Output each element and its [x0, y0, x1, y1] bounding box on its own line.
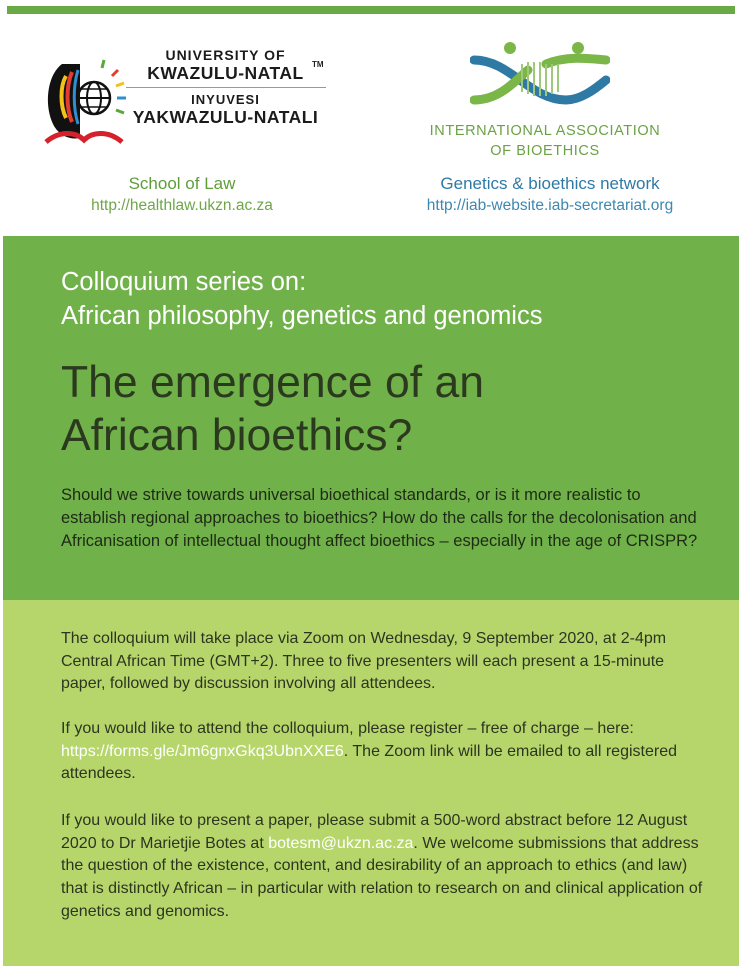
top-accent-bar [7, 6, 735, 14]
iab-name-line1: INTERNATIONAL ASSOCIATION [429, 123, 661, 139]
ukzn-wordmark [118, 48, 333, 127]
headline-line1: The emergence of an [61, 358, 485, 407]
intro-paragraph: Should we strive towards universal bioethical standards, or is it more realistic to establish regional approaches to bioethics? How do the calls for the decolonisation and Africanisation of intellectual thought affect bioethics – especially in the age of CRISPR? [61, 486, 698, 550]
registration-paragraph [61, 718, 711, 786]
ukzn-line4: YAKWAZULU-NATALI [132, 106, 319, 127]
ukzn-divider [126, 87, 326, 88]
registration-text-before: If you would like to attend the colloquium, please register – free of charge – here: [61, 720, 634, 737]
series-line2: African philosophy, genetics and genomics [61, 301, 543, 330]
submission-paragraph [61, 810, 711, 924]
series-line1: Colloquium series on: [61, 268, 307, 296]
submission-text-before: If you would like to present a paper, please submit a 500-word abstract before 12 August 2020 to Dr Marietjie Botes at [61, 812, 688, 852]
network-block [394, 174, 706, 215]
ukzn-line2: KWAZULU-NATAL [147, 62, 304, 83]
registration-text-after: . The Zoom link will be emailed to all registered attendees. [61, 742, 677, 783]
school-url-link[interactable]: http://healthlaw.ukzn.ac.za [91, 197, 273, 214]
headline [61, 356, 721, 463]
submission-text-after: . We welcome submissions that address the question of the existence, content, and desirability of an approach to ethics (and law) that is distinctly African – in particular with relation to research on and clinical application of genetics and genomics. [61, 834, 703, 920]
ukzn-line1: UNIVERSITY OF [165, 47, 286, 63]
series-title [61, 266, 721, 334]
ukzn-line3: INYUVESI [191, 92, 260, 108]
network-name: Genetics & bioethics network [440, 174, 660, 193]
headline-line2: African bioethics? [61, 411, 413, 461]
network-url-link[interactable]: http://iab-website.iab-secretariat.org [426, 197, 674, 214]
iab-name [400, 122, 690, 161]
iab-dna-logo-icon [470, 40, 610, 110]
trademark-mark: TM [312, 60, 324, 69]
iab-name-line2: OF BIOETHICS [490, 142, 600, 159]
school-name: School of Law [128, 174, 236, 193]
registration-link[interactable]: https://forms.gle/Jm6gnxGkq3UbnXXE6 [61, 742, 344, 760]
school-block [70, 174, 294, 215]
schedule-paragraph: The colloquium will take place via Zoom on Wednesday, 9 September 2020, at 2-4pm Central African Time (GMT+2). Three to five presenters will each present a 15-minute paper, followed by discussion involving all attendees. [61, 630, 667, 693]
contact-email-link[interactable]: botesm@ukzn.ac.za [268, 834, 414, 852]
